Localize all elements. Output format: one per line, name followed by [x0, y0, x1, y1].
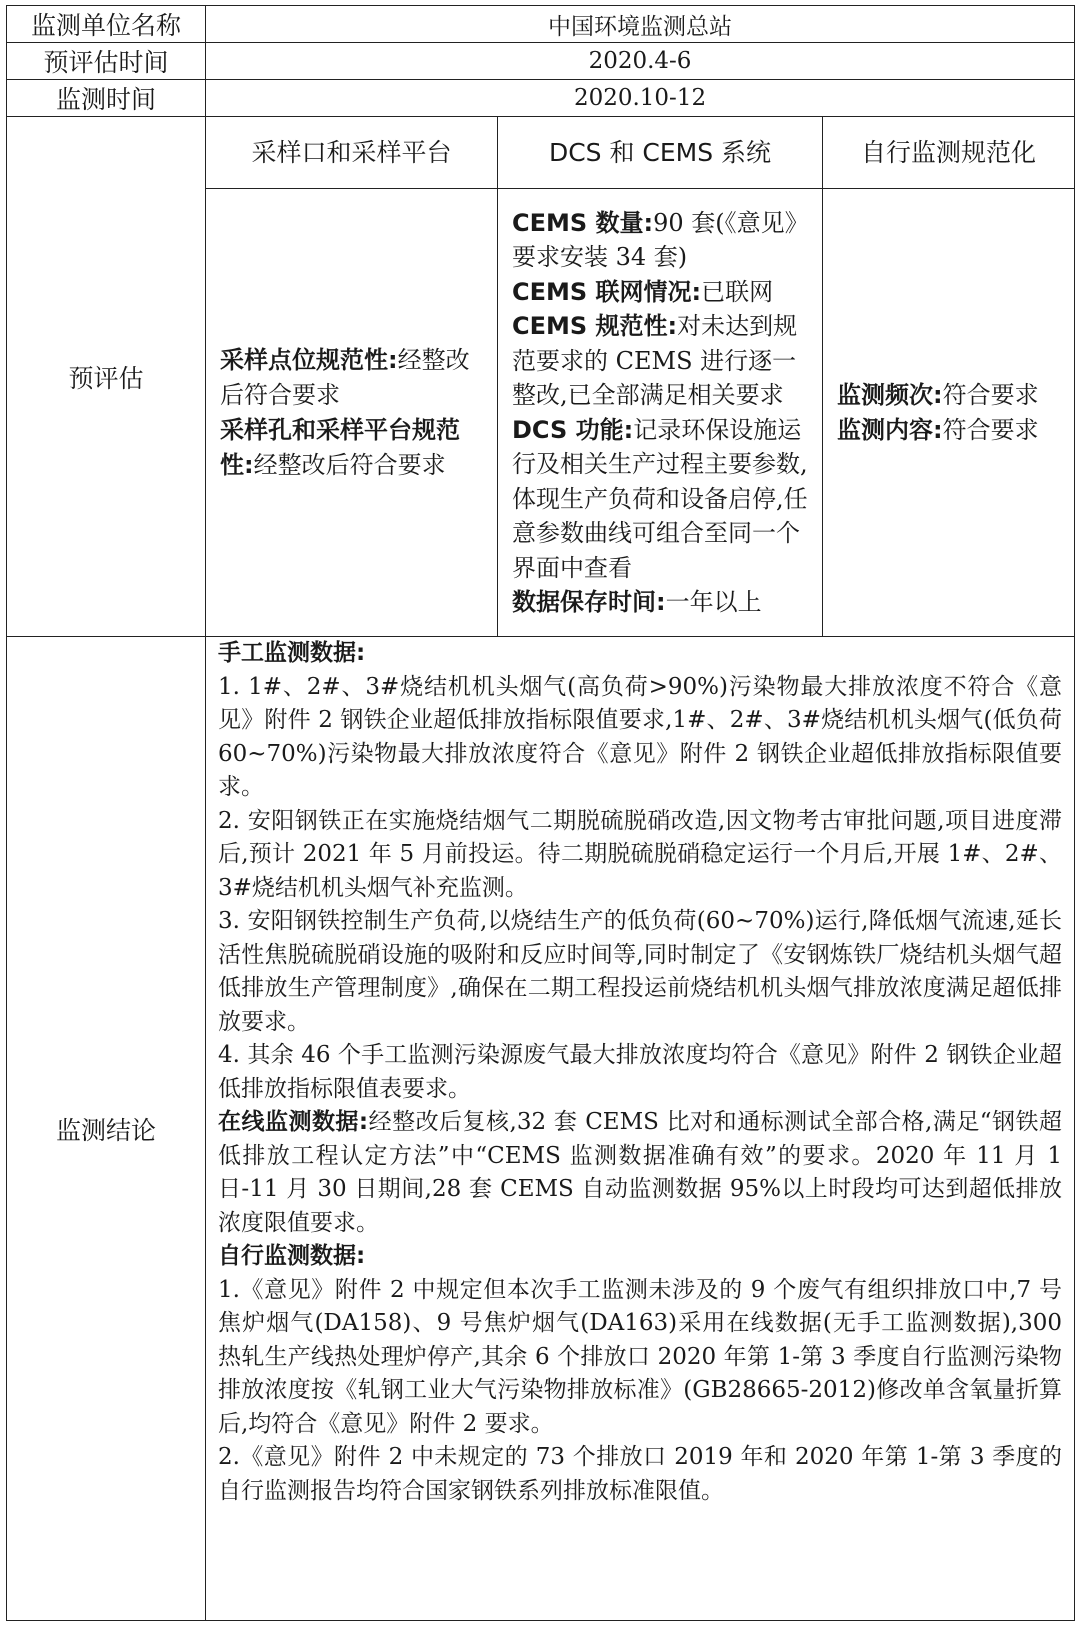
self-monitoring-cell	[823, 189, 1075, 637]
unit-label: 监测单位名称	[7, 6, 206, 43]
sampling-cell	[206, 189, 498, 637]
conclusion-label-cell	[7, 637, 206, 1621]
pre-assessment-label: 预评估	[68, 363, 144, 393]
dcs-cems-item-key: CEMS 联网情况:	[512, 277, 702, 306]
sampling-item-key: 采样点位规范性:	[220, 345, 398, 374]
conclusion-cell	[206, 637, 1075, 1621]
conclusion-content	[206, 637, 1074, 1508]
self-monitoring-content	[823, 378, 1074, 448]
dcs-cems-item-text: 已联网	[701, 277, 774, 306]
dcs-cems-item-key: CEMS 规范性:	[512, 312, 678, 340]
unit-value: 中国环境监测总站	[206, 6, 1075, 43]
sampling-item	[220, 343, 483, 413]
pre-time-label: 预评估时间	[7, 43, 206, 80]
self-heading: 自行监测数据:	[218, 1243, 366, 1269]
col-header-sampling: 采样口和采样平台	[206, 117, 498, 189]
dcs-cems-item-key: DCS 功能:	[512, 415, 634, 444]
manual-item: 1. 1#、2#、3#烧结机机头烟气(高负荷>90%)污染物最大排放浓度不符合《意见》附件 2 钢铁企业超低排放指标限值要求,1#、2#、3#烧结机机头烟气(低负荷 60~70%)污染物最大排放浓度符合《意见》附件 2 钢铁企业超低排放指标限值要求。	[218, 673, 1063, 800]
sampling-item	[220, 413, 483, 483]
dcs-cems-item-text: 对未达到规范要求的 CEMS 进行逐一整改,已全部满足相关要求	[512, 312, 798, 409]
dcs-cems-cell	[498, 189, 823, 637]
pre-assessment-label-cell	[7, 117, 206, 637]
mon-time-value: 2020.10-12	[206, 80, 1075, 117]
sampling-item-text: 经整改后符合要求	[253, 450, 446, 479]
self-monitoring-item	[837, 413, 1060, 448]
mon-time-label: 监测时间	[7, 80, 206, 117]
dcs-cems-item-text: 90 套(《意见》要求安装 34 套)	[512, 208, 797, 271]
manual-item: 4. 其余 46 个手工监测污染源废气最大排放浓度均符合《意见》附件 2 钢铁企业超低排放指标限值表要求。	[218, 1042, 1063, 1102]
col-header-dcs-cems: DCS 和 CEMS 系统	[498, 117, 823, 189]
dcs-cems-item	[512, 275, 808, 310]
assessment-table	[6, 5, 1075, 1621]
manual-item: 2. 安阳钢铁正在实施烧结烟气二期脱硫脱硝改造,因文物考古审批问题,项目进度滞后,预计 2021 年 5 月前投运。待二期脱硫脱硝稳定运行一个月后,开展 1#、2#、3#烧结机机头烟气补充监测。	[218, 807, 1063, 901]
self-monitoring-item-key: 监测频次:	[837, 380, 943, 409]
online-paragraph	[218, 1106, 1062, 1240]
dcs-cems-item	[512, 206, 808, 275]
self-monitoring-item-text: 符合要求	[942, 380, 1039, 409]
dcs-cems-item	[512, 309, 808, 413]
sampling-item-key: 采样孔和采样平台规范性:	[220, 415, 460, 479]
conclusion-label: 监测结论	[55, 1115, 156, 1145]
row-unit	[7, 6, 1075, 43]
self-item: 2.《意见》附件 2 中未规定的 73 个排放口 2019 年和 2020 年第 1-第 3 季度的自行监测报告均符合国家钢铁系列排放标准限值。	[218, 1444, 1063, 1504]
dcs-cems-item	[512, 585, 808, 620]
pre-time-value: 2020.4-6	[206, 43, 1075, 80]
col-header-self-monitoring: 自行监测规范化	[823, 117, 1075, 189]
sampling-item-text: 经整改后符合要求	[220, 345, 470, 409]
dcs-cems-item	[512, 413, 808, 586]
sampling-content	[206, 343, 497, 483]
self-item: 1.《意见》附件 2 中规定但本次手工监测未涉及的 9 个废气有组织排放口中,7 号焦炉烟气(DA158)、9 号焦炉烟气(DA163)采用在线数据(无手工监测数据),300 热轧生产线热处理炉停产,其余 6 个排放口 2020 年第 1-第 3 季度自行监测污染物排放浓度按《轧钢工业大气污染物排放标准》(GB28665-2012)修改单含氧量折算后,均符合《意见》附件 2 要求。	[218, 1276, 1063, 1437]
row-pre-time	[7, 43, 1075, 80]
dcs-cems-content	[498, 206, 822, 620]
self-monitoring-item-key: 监测内容:	[837, 415, 943, 444]
online-heading: 在线监测数据:	[218, 1109, 369, 1135]
self-monitoring-item	[837, 378, 1060, 413]
online-text: 经整改后复核,32 套 CEMS 比对和通标测试全部合格,满足“钢铁超低排放工程认定方法”中“CEMS 监测数据准确有效”的要求。2020 年 11 月 1 日-11 月 30 日期间,28 套 CEMS 自动监测数据 95%以上时段均可达到超低排放浓度限值要求。	[218, 1109, 1063, 1236]
row-mon-time	[7, 80, 1075, 117]
manual-heading: 手工监测数据:	[218, 640, 366, 666]
dcs-cems-item-text: 记录环保设施运行及相关生产过程主要参数,体现生产负荷和设备启停,任意参数曲线可组合至同一个界面中查看	[512, 415, 808, 582]
dcs-cems-item-text: 一年以上	[665, 588, 762, 616]
row-column-headers	[7, 117, 1075, 189]
manual-item: 3. 安阳钢铁控制生产负荷,以烧结生产的低负荷(60~70%)运行,降低烟气流速,延长活性焦脱硫脱硝设施的吸附和反应时间等,同时制定了《安钢炼铁厂烧结机头烟气超低排放生产管理制度》,确保在二期工程投运前烧结机机头烟气排放浓度满足超低排放要求。	[218, 908, 1063, 1035]
row-conclusion	[7, 637, 1075, 1621]
dcs-cems-item-key: CEMS 数量:	[512, 208, 654, 237]
self-monitoring-item-text: 符合要求	[942, 415, 1039, 444]
dcs-cems-item-key: 数据保存时间:	[512, 588, 666, 616]
